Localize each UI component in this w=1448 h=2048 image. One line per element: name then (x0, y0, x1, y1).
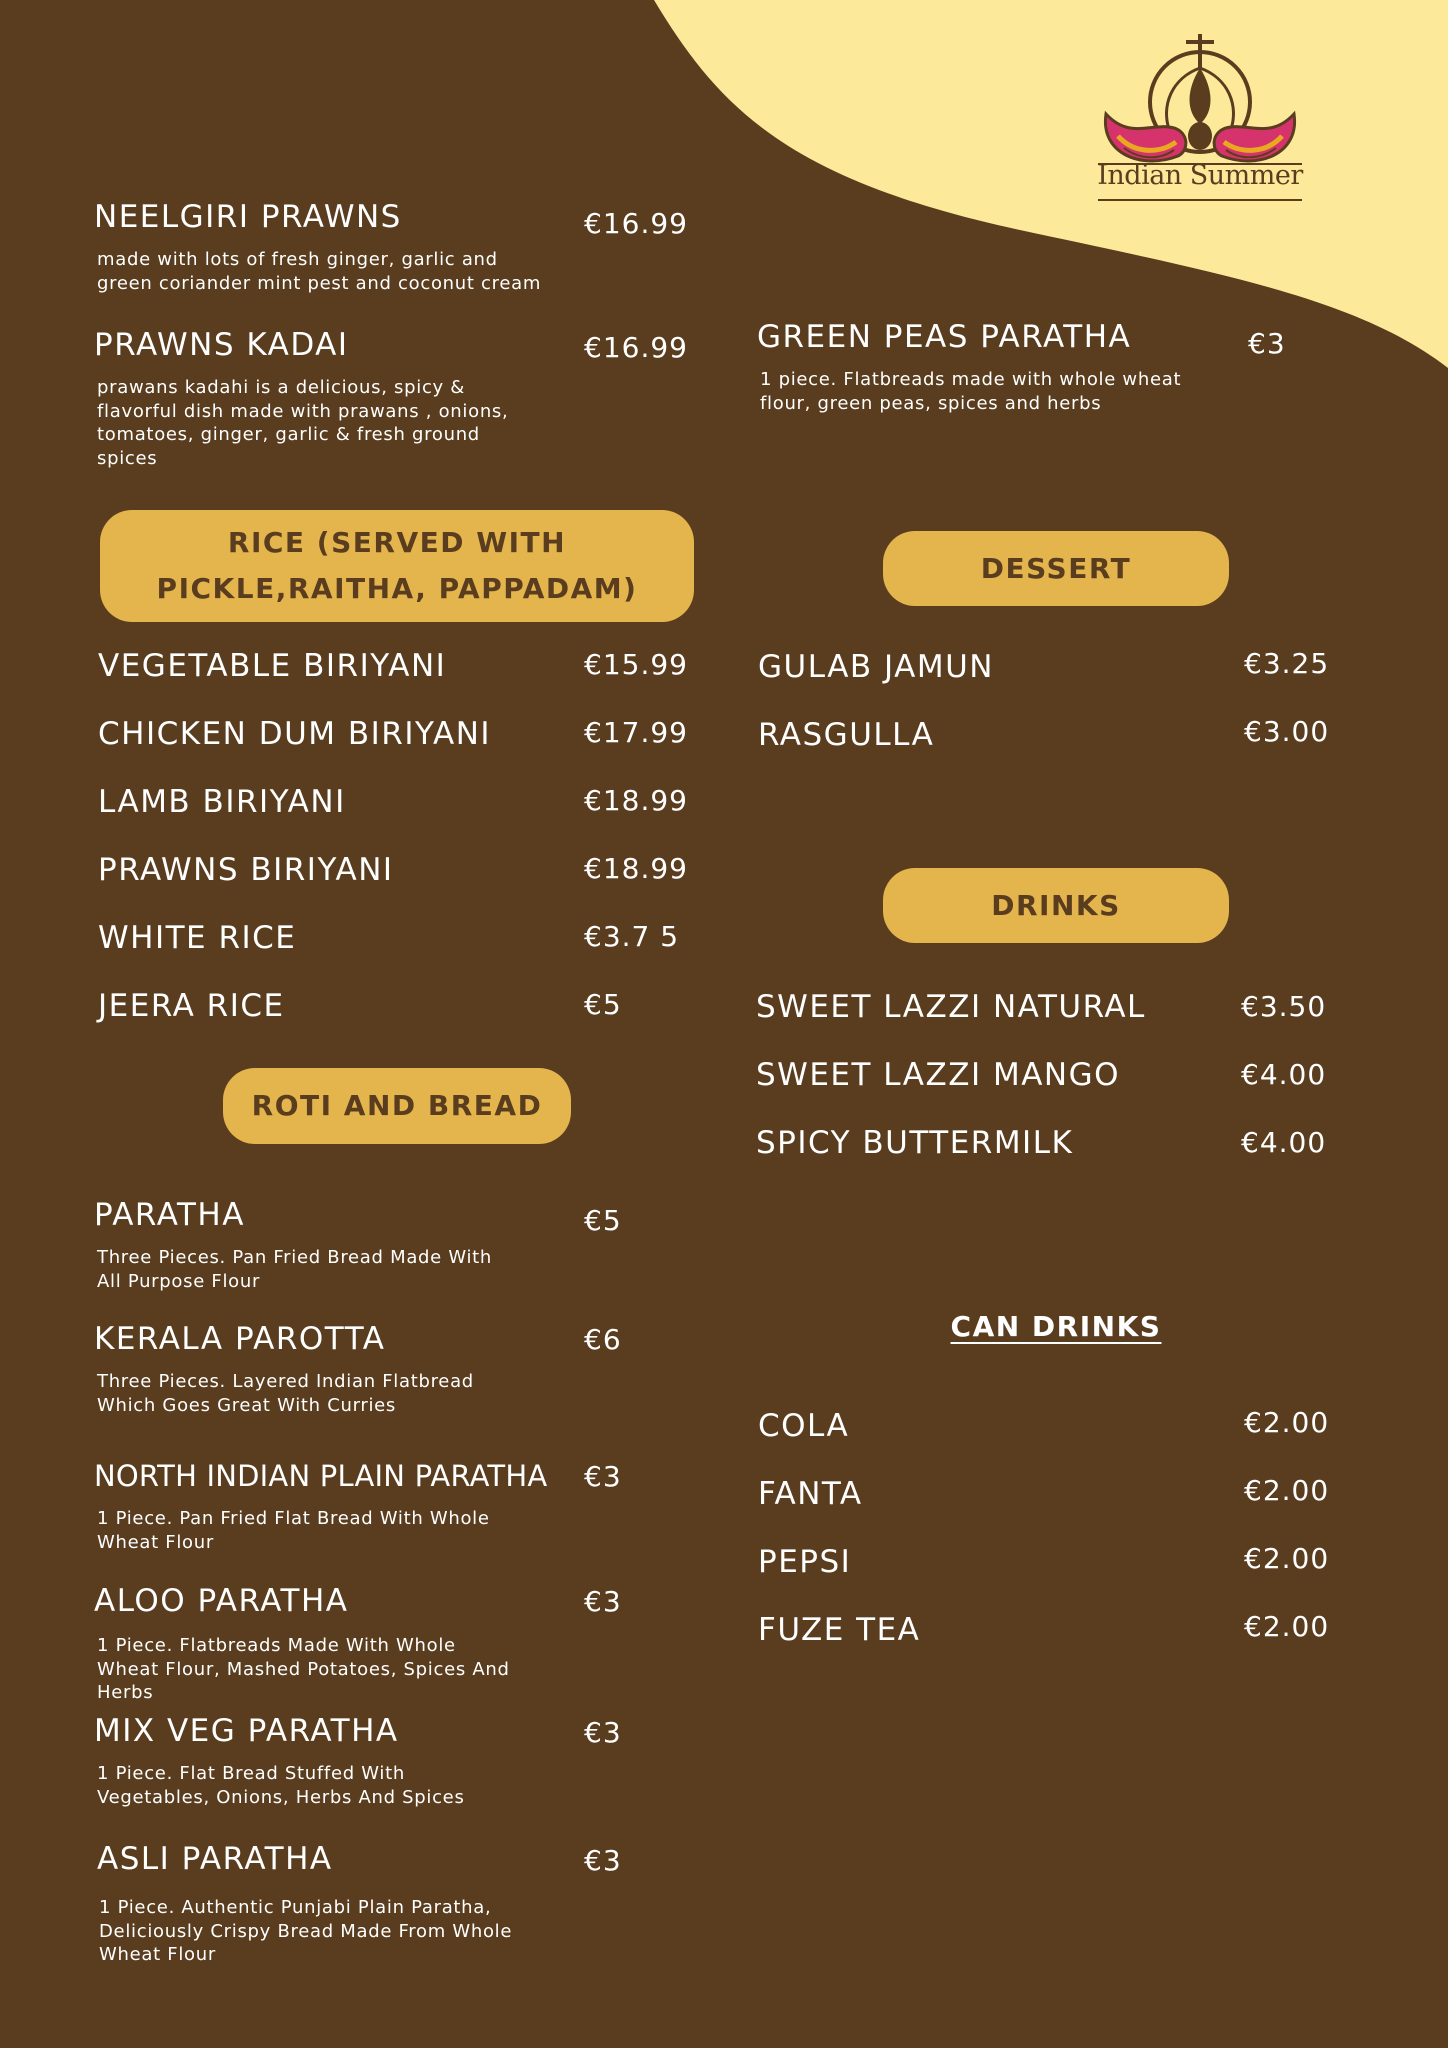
item-name: PRAWNS BIRIYANI (98, 852, 394, 888)
item-price: €18.99 (584, 784, 688, 817)
can-drinks-heading: CAN DRINKS (950, 1310, 1162, 1343)
item-name: ASLI PARATHA (97, 1841, 333, 1877)
item-description: 1 Piece. Flatbreads Made With Whole Wheat Flour, Mashed Potatoes, Spices And Herbs (97, 1635, 510, 1703)
item-description: 1 Piece. Flat Bread Stuffed With Vegetables, Onions, Herbs And Spices (97, 1763, 465, 1808)
brand-name: Indian Summer (1097, 160, 1303, 191)
item-name: NORTH INDIAN PLAIN PARATHA (94, 1459, 548, 1493)
item-description: 1 Piece. Pan Fried Flat Bread With Whole Wheat Flour (97, 1508, 490, 1553)
item-price: €3 (584, 1585, 622, 1618)
item-price: €3.50 (1241, 990, 1327, 1023)
item-price: €6 (584, 1323, 622, 1356)
item-price: €2.00 (1244, 1610, 1330, 1643)
item-name: KERALA PAROTTA (94, 1321, 386, 1357)
item-name: FUZE TEA (758, 1612, 921, 1648)
item-price: €17.99 (584, 716, 688, 749)
item-name: JEERA RICE (98, 988, 285, 1024)
item-price: €18.99 (584, 852, 688, 885)
item-price: €16.99 (584, 331, 688, 364)
item-description: made with lots of fresh ginger, garlic and green coriander mint pest and coconut cream (97, 249, 542, 294)
item-name: VEGETABLE BIRIYANI (98, 648, 447, 684)
item-price: €3.25 (1244, 647, 1330, 680)
item-name: RASGULLA (758, 717, 935, 753)
item-name: PEPSI (758, 1544, 852, 1580)
dessert-section-heading: DESSERT (883, 531, 1229, 606)
item-name: COLA (758, 1408, 850, 1444)
item-description: Three Pieces. Layered Indian Flatbread Which Goes Great With Curries (97, 1371, 474, 1416)
item-name: SWEET LAZZI MANGO (756, 1057, 1121, 1093)
drinks-section-heading: DRINKS (883, 868, 1229, 943)
item-price: €3 (584, 1460, 622, 1493)
item-price: €5 (584, 1204, 622, 1237)
paisley-right-icon (1214, 114, 1294, 161)
item-price: €3 (584, 1844, 622, 1877)
item-name: FANTA (758, 1476, 863, 1512)
item-name: PRAWNS KADAI (94, 327, 349, 363)
item-name: GULAB JAMUN (758, 649, 994, 685)
item-price: €3.00 (1244, 715, 1330, 748)
item-price: €15.99 (584, 648, 688, 681)
item-price: €16.99 (584, 207, 688, 240)
item-price: €3 (1248, 327, 1286, 360)
item-price: €3.7 5 (584, 920, 680, 953)
item-name: NEELGIRI PRAWNS (94, 199, 402, 235)
item-name: MIX VEG PARATHA (94, 1713, 399, 1749)
item-name: LAMB BIRIYANI (98, 784, 346, 820)
item-price: €2.00 (1244, 1542, 1330, 1575)
item-description: 1 piece. Flatbreads made with whole wheat flour, green peas, spices and herbs (760, 369, 1182, 414)
item-description: 1 Piece. Authentic Punjabi Plain Paratha, Deliciously Crispy Bread Made From Whole Wheat Flour (99, 1897, 513, 1965)
item-name: PARATHA (94, 1197, 245, 1233)
item-price: €2.00 (1244, 1406, 1330, 1439)
item-price: €3 (584, 1716, 622, 1749)
item-price: €4.00 (1241, 1126, 1327, 1159)
item-name: SWEET LAZZI NATURAL (756, 989, 1146, 1025)
item-name: WHITE RICE (98, 920, 297, 956)
item-description: prawans kadahi is a delicious, spicy & flavorful dish made with prawans , onions, tomatoes, ginger, garlic & fresh ground spices (97, 377, 509, 469)
item-price: €5 (584, 988, 622, 1021)
item-price: €4.00 (1241, 1058, 1327, 1091)
item-name: SPICY BUTTERMILK (756, 1125, 1074, 1161)
roti-section-heading: ROTI AND BREAD (223, 1068, 571, 1144)
item-price: €2.00 (1244, 1474, 1330, 1507)
paisley-left-icon (1105, 114, 1185, 161)
rice-section-heading: RICE (SERVED WITH PICKLE,RAITHA, PAPPADAM) (100, 510, 694, 622)
item-name: ALOO PARATHA (94, 1583, 349, 1619)
item-description: Three Pieces. Pan Fried Bread Made With All Purpose Flour (97, 1247, 493, 1292)
item-name: CHICKEN DUM BIRIYANI (98, 716, 492, 752)
item-name: GREEN PEAS PARATHA (757, 319, 1132, 355)
